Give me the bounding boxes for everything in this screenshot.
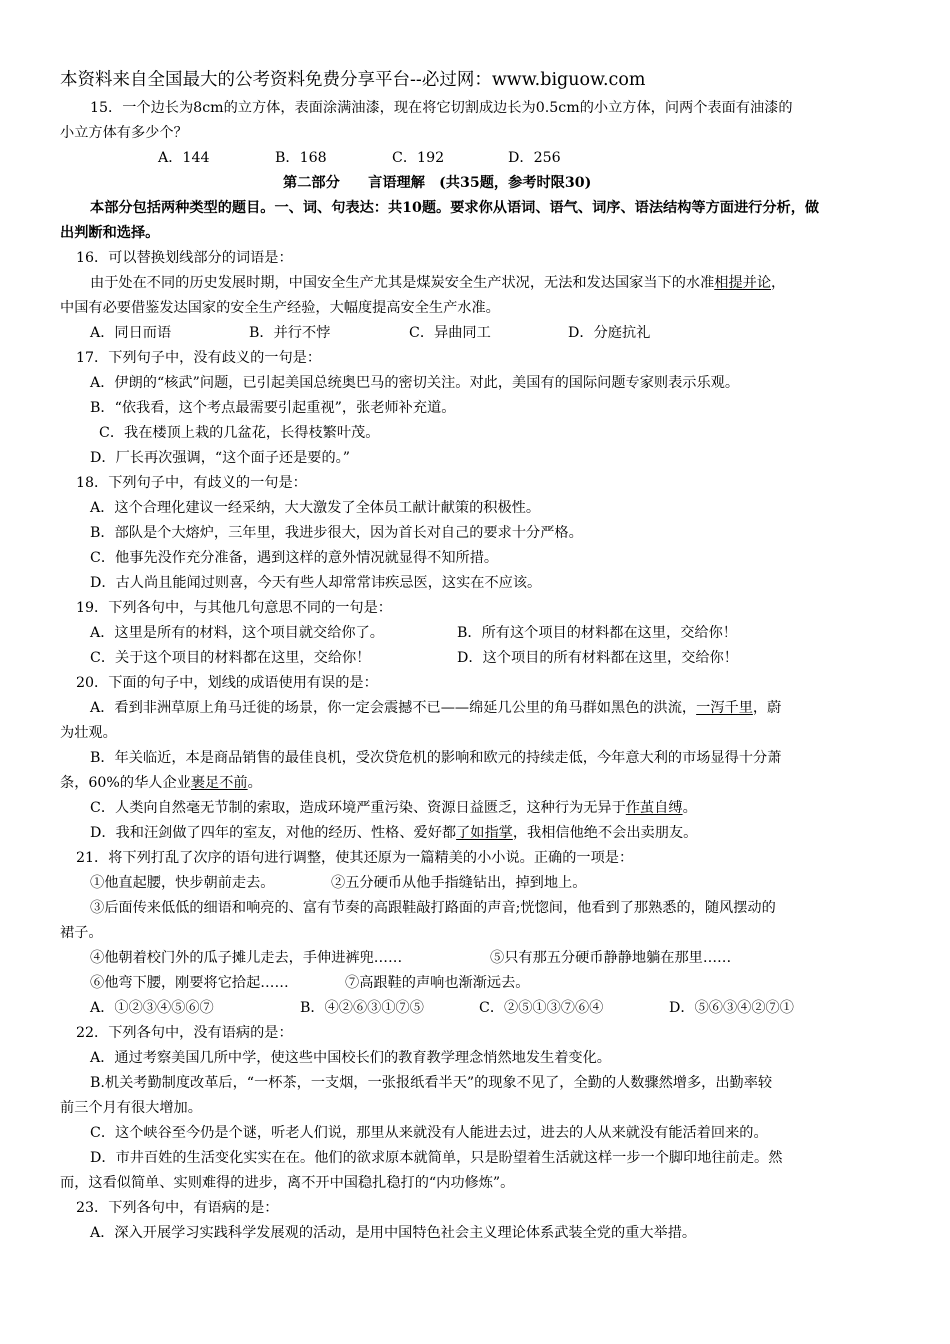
q17-option-a: A．伊朗的“核武”问题，已引起美国总统奥巴马的密切关注。对此，美国有的国际问题专家则表示乐观。 [90,375,740,391]
q17-stem: 17．下列句子中，没有歧义的一句是： [76,350,322,366]
q20-c-idiom: 作茧自缚 [625,800,683,816]
q21-sentence-1: ①他直起腰，快步朝前走去。 [90,875,275,891]
q15-option-d: D．256 [508,150,561,166]
q15-option-c: C．192 [392,150,445,166]
q22-option-b-line2: 前三个月有很大增加。 [60,1100,202,1116]
q21-sentence-4: ④他朝着校门外的瓜子摊儿走去，手伸进裤兜…… [90,950,403,966]
source-header: 本资料来自全国最大的公考资料免费分享平台--必过网：www.biguow.com [60,70,646,90]
q16-option-b: B．并行不悖 [249,325,331,341]
q20-b-text: 条，60%的华人企业 [60,775,191,791]
q18-option-a: A．这个合理化建议一经采纳，大大激发了全体员工献计献策的积极性。 [90,500,541,516]
q16-underlined-phrase: 相提并论 [714,275,772,291]
q19-option-a: A．这里是所有的材料，这个项目就交给你了。 [90,625,384,641]
q20-c-tail: 。 [682,800,697,816]
q22-option-b-line1: B.机关考勤制度改革后，“一杯茶，一支烟，一张报纸看半天”的现象不见了，全勤的人数骤然增多，出勤率较 [90,1075,773,1091]
q17-option-c: C．我在楼顶上栽的几盆花，长得枝繁叶茂。 [99,425,380,441]
q21-sentence-6: ⑥他弯下腰，刚要将它拾起…… [90,975,289,991]
q19-option-b: B．所有这个项目的材料都在这里，交给你！ [457,625,737,641]
q17-option-d: D．厂长再次强调，“这个面子还是要的。” [90,450,350,466]
q21-option-b: B．④②⑥③①⑦⑤ [300,1000,424,1016]
q21-option-d: D．⑤⑥③④②⑦① [669,1000,794,1016]
q20-option-c [90,798,697,818]
q21-sentence-3-line1: ③后面传来低低的细语和响亮的、富有节奏的高跟鞋敲打路面的声音;恍惚间，他看到了那熟悉的，随风摆动的 [90,900,776,916]
q16-passage-line1 [90,273,785,293]
q16-option-a: A．同日而语 [90,325,172,341]
q23-option-a: A．深入开展学习实践科学发展观的活动，是用中国特色社会主义理论体系武装全党的重大举措。 [90,1225,697,1241]
q15-option-b: B．168 [275,150,327,166]
q20-c-text: C．人类向自然毫无节制的索取，造成环境严重污染、资源日益匮乏，这种行为无异于 [90,800,626,816]
q22-option-d-line1: D．市井百姓的生活变化实实在在。他们的欲求原本就简单，只是盼望着生活就这样一步一个脚印地往前走。然 [90,1150,783,1166]
q21-sentence-5: ⑤只有那五分硬币静静地躺在那里…… [490,950,732,966]
q21-option-c: C．②⑤①③⑦⑥④ [479,1000,604,1016]
q16-stem: 16．可以替换划线部分的词语是： [76,250,293,266]
q22-stem: 22．下列各句中，没有语病的是： [76,1025,293,1041]
q20-stem: 20．下面的句子中，划线的成语使用有误的是： [76,675,378,691]
q21-sentence-3-line2: 裙子。 [60,925,103,941]
q19-option-c: C．关于这个项目的材料都在这里，交给你！ [90,650,371,666]
q21-sentence-7: ⑦高跟鞋的声响也渐渐远去。 [345,975,530,991]
q17-option-b: B．“依我看，这个考点最需要引起重视”，张老师补充道。 [90,400,456,416]
part2-intro-line1: 本部分包括两种类型的题目。一、词、句表达：共10题。要求你从语词、语气、词序、语法结构等方面进行分析，做 [90,200,820,216]
q19-stem: 19．下列各句中，与其他几句意思不同的一句是： [76,600,392,616]
q16-passage-punct: ， [771,275,786,291]
q20-option-d [90,823,697,843]
q21-sentence-2: ②五分硬币从他手指缝钻出，掉到地上。 [331,875,587,891]
q20-option-b-line1: B．年关临近，本是商品销售的最佳良机，受次贷危机的影响和欧元的持续走低，今年意大利的市场显得十分萧 [90,750,782,766]
q20-b-tail: 。 [247,775,262,791]
q18-stem: 18．下列句子中，有歧义的一句是： [76,475,307,491]
q21-option-a: A．①②③④⑤⑥⑦ [90,1000,214,1016]
part2-title: 第二部分 言语理解 (共35题，参考时限30) [283,175,592,191]
q16-passage-text: 由于处在不同的历史发展时期，中国安全生产尤其是煤炭安全生产状况，无法和发达国家当下的水准 [90,275,715,291]
q19-option-d: D．这个项目的所有材料都在这里，交给你！ [457,650,738,666]
q15-stem-line1: 15．一个边长为8cm的立方体，表面涂满油漆，现在将它切割成边长为0.5cm的小立方体，问两个表面有油漆的 [90,100,793,116]
q20-a-tail: ，蔚 [752,700,782,716]
q22-option-a: A．通过考察美国几所中学，使这些中国校长们的教育教学理念悄然地发生着变化。 [90,1050,611,1066]
q18-option-d: D．古人尚且能闻过则喜，今天有些人却常常讳疾忌医，这实在不应该。 [90,575,542,591]
q20-option-b-line2 [60,773,262,793]
q20-d-text: D．我和汪剑做了四年的室友，对他的经历、性格、爱好都 [90,825,457,841]
q20-d-idiom: 了如指掌 [456,825,513,841]
q18-option-c: C．他事先没作充分准备，遇到这样的意外情况就显得不知所措。 [90,550,499,566]
q20-a-text: A．看到非洲草原上角马迁徙的场景，你一定会震撼不已——绵延几公里的角马群如黑色的洪流， [90,700,697,716]
q20-option-a-line1 [90,698,781,718]
q18-option-b: B．部队是个大熔炉，三年里，我进步很大，因为首长对自己的要求十分严格。 [90,525,583,541]
q20-d-tail: ，我相信他绝不会出卖朋友。 [512,825,698,841]
q23-stem: 23．下列各句中，有语病的是： [76,1200,279,1216]
q15-stem-line2: 小立方体有多少个？ [60,125,188,141]
part2-intro-line2: 出判断和选择。 [60,225,160,241]
q16-option-c: C．异曲同工 [409,325,491,341]
q22-option-c: C．这个峡谷至今仍是个谜，听老人们说，那里从来就没有人能进去过，进去的人从来就没有能活着回来的。 [90,1125,768,1141]
q22-option-d-line2: 而，这看似简单、实则难得的进步，离不开中国稳扎稳打的“内功修炼”。 [60,1175,515,1191]
q16-passage-line2: 中国有必要借鉴发达国家的安全生产经验，大幅度提高安全生产水准。 [60,300,500,316]
q20-b-idiom: 裹足不前 [190,775,248,791]
q16-option-d: D．分庭抗礼 [568,325,651,341]
q21-stem: 21．将下列打乱了次序的语句进行调整，使其还原为一篇精美的小小说。正确的一项是： [76,850,634,866]
q20-a-idiom: 一泻千里 [696,700,753,716]
q20-option-a-line2: 为壮观。 [60,725,117,741]
q15-option-a: A．144 [158,150,210,166]
